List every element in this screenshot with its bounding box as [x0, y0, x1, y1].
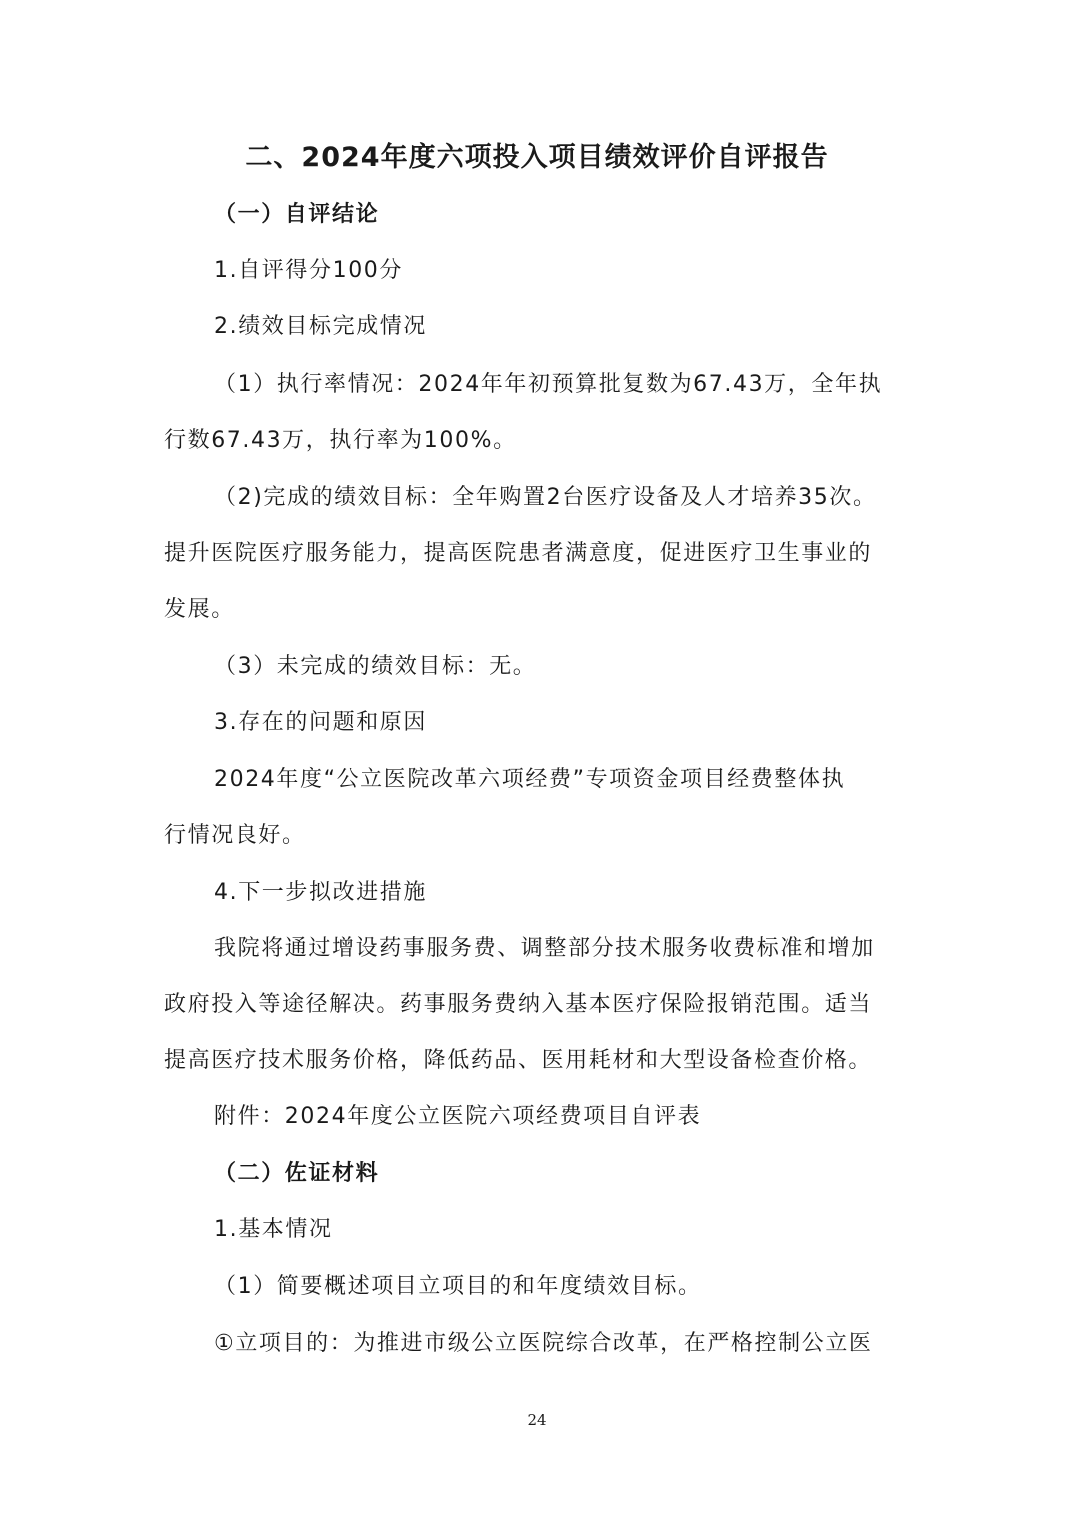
paragraph-completed-goals-line2: 提升医院医疗服务能力，提高医院患者满意度，促进医疗卫生事业的 [164, 541, 873, 566]
page-number: 24 [527, 1411, 547, 1429]
paragraph-execution-rate-line2: 行数67.43万，执行率为100%。 [164, 428, 517, 453]
section-heading-conclusion: （一）自评结论 [214, 202, 380, 227]
paragraph-execution-rate-line1: （1）执行率情况：2024年年初预算批复数为67.43万，全年执 [214, 372, 883, 397]
document-title: 二、2024年度六项投入项目绩效评价自评报告 [245, 142, 829, 173]
paragraph-problems-line2: 行情况良好。 [164, 823, 306, 848]
item-problems: 3.存在的问题和原因 [214, 710, 427, 735]
paragraph-measures-line2: 政府投入等途径解决。药事服务费纳入基本医疗保险报销范围。适当 [164, 992, 873, 1017]
paragraph-measures-line3: 提高医疗技术服务价格，降低药品、医用耗材和大型设备检查价格。 [164, 1048, 873, 1073]
paragraph-completed-goals-line1: （2)完成的绩效目标：全年购置2台医疗设备及人才培养35次。 [214, 485, 877, 510]
attachment-note: 附件：2024年度公立医院六项经费项目自评表 [214, 1104, 702, 1129]
paragraph-completed-goals-line3: 发展。 [164, 597, 235, 622]
item-goal-completion: 2.绩效目标完成情况 [214, 314, 427, 339]
paragraph-problems-line1: 2024年度“公立医院改革六项经费”专项资金项目经费整体执 [214, 767, 846, 792]
paragraph-uncompleted-goals: （3）未完成的绩效目标：无。 [214, 654, 537, 679]
paragraph-measures-line1: 我院将通过增设药事服务费、调整部分技术服务收费标准和增加 [214, 936, 875, 961]
item-basic-info: 1.基本情况 [214, 1217, 333, 1242]
item-next-steps: 4.下一步拟改进措施 [214, 880, 427, 905]
paragraph-project-overview: （1）简要概述项目立项目的和年度绩效目标。 [214, 1274, 702, 1299]
section-heading-evidence: （二）佐证材料 [214, 1161, 380, 1186]
item-score: 1.自评得分100分 [214, 258, 403, 283]
paragraph-project-purpose: ①立项目的：为推进市级公立医院综合改革，在严格控制公立医 [214, 1331, 873, 1356]
